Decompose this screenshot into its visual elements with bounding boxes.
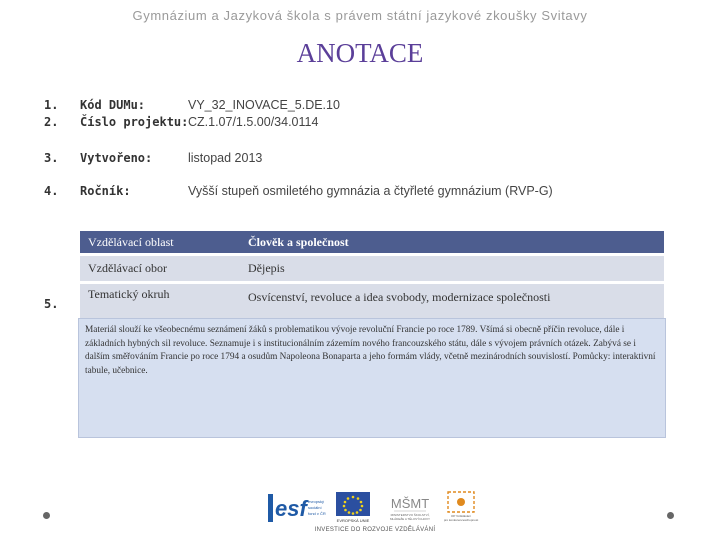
msmt-logo xyxy=(386,490,434,524)
field-label-project-number: Číslo projektu: xyxy=(80,115,189,129)
table-row xyxy=(80,231,664,253)
table-cell-value: Člověk a společnost xyxy=(240,231,664,253)
svg-text:sociální: sociální xyxy=(308,505,322,510)
esf-logo xyxy=(268,492,332,524)
op-vk-logo xyxy=(440,490,482,524)
svg-text:EVROPSKÁ UNIE: EVROPSKÁ UNIE xyxy=(336,518,370,523)
table-cell-value: Osvícenství, revoluce a idea svobody, modernizace společnosti xyxy=(240,284,664,319)
svg-text:OP Vzdělávání: OP Vzdělávání xyxy=(451,514,471,518)
field-number-1: 1. xyxy=(44,98,59,112)
svg-text:evropský: evropský xyxy=(308,499,325,504)
field-number-3: 3. xyxy=(44,151,59,165)
page-title: ANOTACE xyxy=(296,38,424,68)
bullet-dot-right xyxy=(667,512,674,519)
table-cell-key: Tematický okruh xyxy=(80,284,240,319)
field-number-2: 2. xyxy=(44,115,59,129)
svg-text:fond v ČR: fond v ČR xyxy=(308,511,326,516)
eu-flag-logo xyxy=(334,492,372,524)
field-value-grade: Vyšší stupeň osmiletého gymnázia a čtyřleté gymnázium (RVP-G) xyxy=(188,184,553,198)
curriculum-table xyxy=(80,228,664,322)
school-name: Gymnázium a Jazyková škola s právem státní jazykové zkoušky Svitavy xyxy=(132,8,588,23)
field-number-5: 5. xyxy=(44,297,59,311)
field-number-4: 4. xyxy=(44,184,59,198)
logos-caption: INVESTICE DO ROZVOJE VZDĚLÁVÁNÍ xyxy=(314,527,436,533)
table-cell-key: Vzdělávací obor xyxy=(80,256,240,281)
field-label-grade: Ročník: xyxy=(80,184,131,198)
svg-text:MŠMT: MŠMT xyxy=(390,496,430,511)
svg-text:MLÁDEŽE A TĚLOVÝCHOVY: MLÁDEŽE A TĚLOVÝCHOVY xyxy=(390,517,430,521)
table-row xyxy=(80,256,664,281)
bullet-dot-left xyxy=(43,512,50,519)
field-value-created: listopad 2013 xyxy=(188,151,263,165)
field-label-dum-code: Kód DUMu: xyxy=(80,98,146,112)
svg-text:esf: esf xyxy=(275,496,307,521)
field-value-dum-code: VY_32_INOVACE_5.DE.10 xyxy=(188,98,340,112)
field-value-project-number: CZ.1.07/1.5.00/34.0114 xyxy=(188,115,319,129)
svg-text:pro konkurenceschopnost: pro konkurenceschopnost xyxy=(443,518,479,522)
table-cell-key: Vzdělávací oblast xyxy=(80,231,240,253)
svg-text:MINISTERSTVO ŠKOLSTVÍ,: MINISTERSTVO ŠKOLSTVÍ, xyxy=(390,513,430,517)
annotation-description: Materiál slouží ke všeobecnému seznámení žáků s problematikou vývoje revoluční Francie po roce 1789. Všímá si obecně příčin revoluce, dále i základních hybných sil revoluce. Seznamuje i s institucionálním zázemím nového francouzského státu, dále s vývojem právních otázek. Zabývá se i dalším směřováním Francie po roce 1794 a osudům Napoleona Bonaparta a jeho formám vlády, včetně mezinárodních souvislostí. Pomůcky: interaktivní tabule, učebnice. xyxy=(78,318,666,438)
field-label-created: Vytvořeno: xyxy=(80,151,153,165)
table-cell-value: Dějepis xyxy=(240,256,664,281)
table-row xyxy=(80,284,664,319)
